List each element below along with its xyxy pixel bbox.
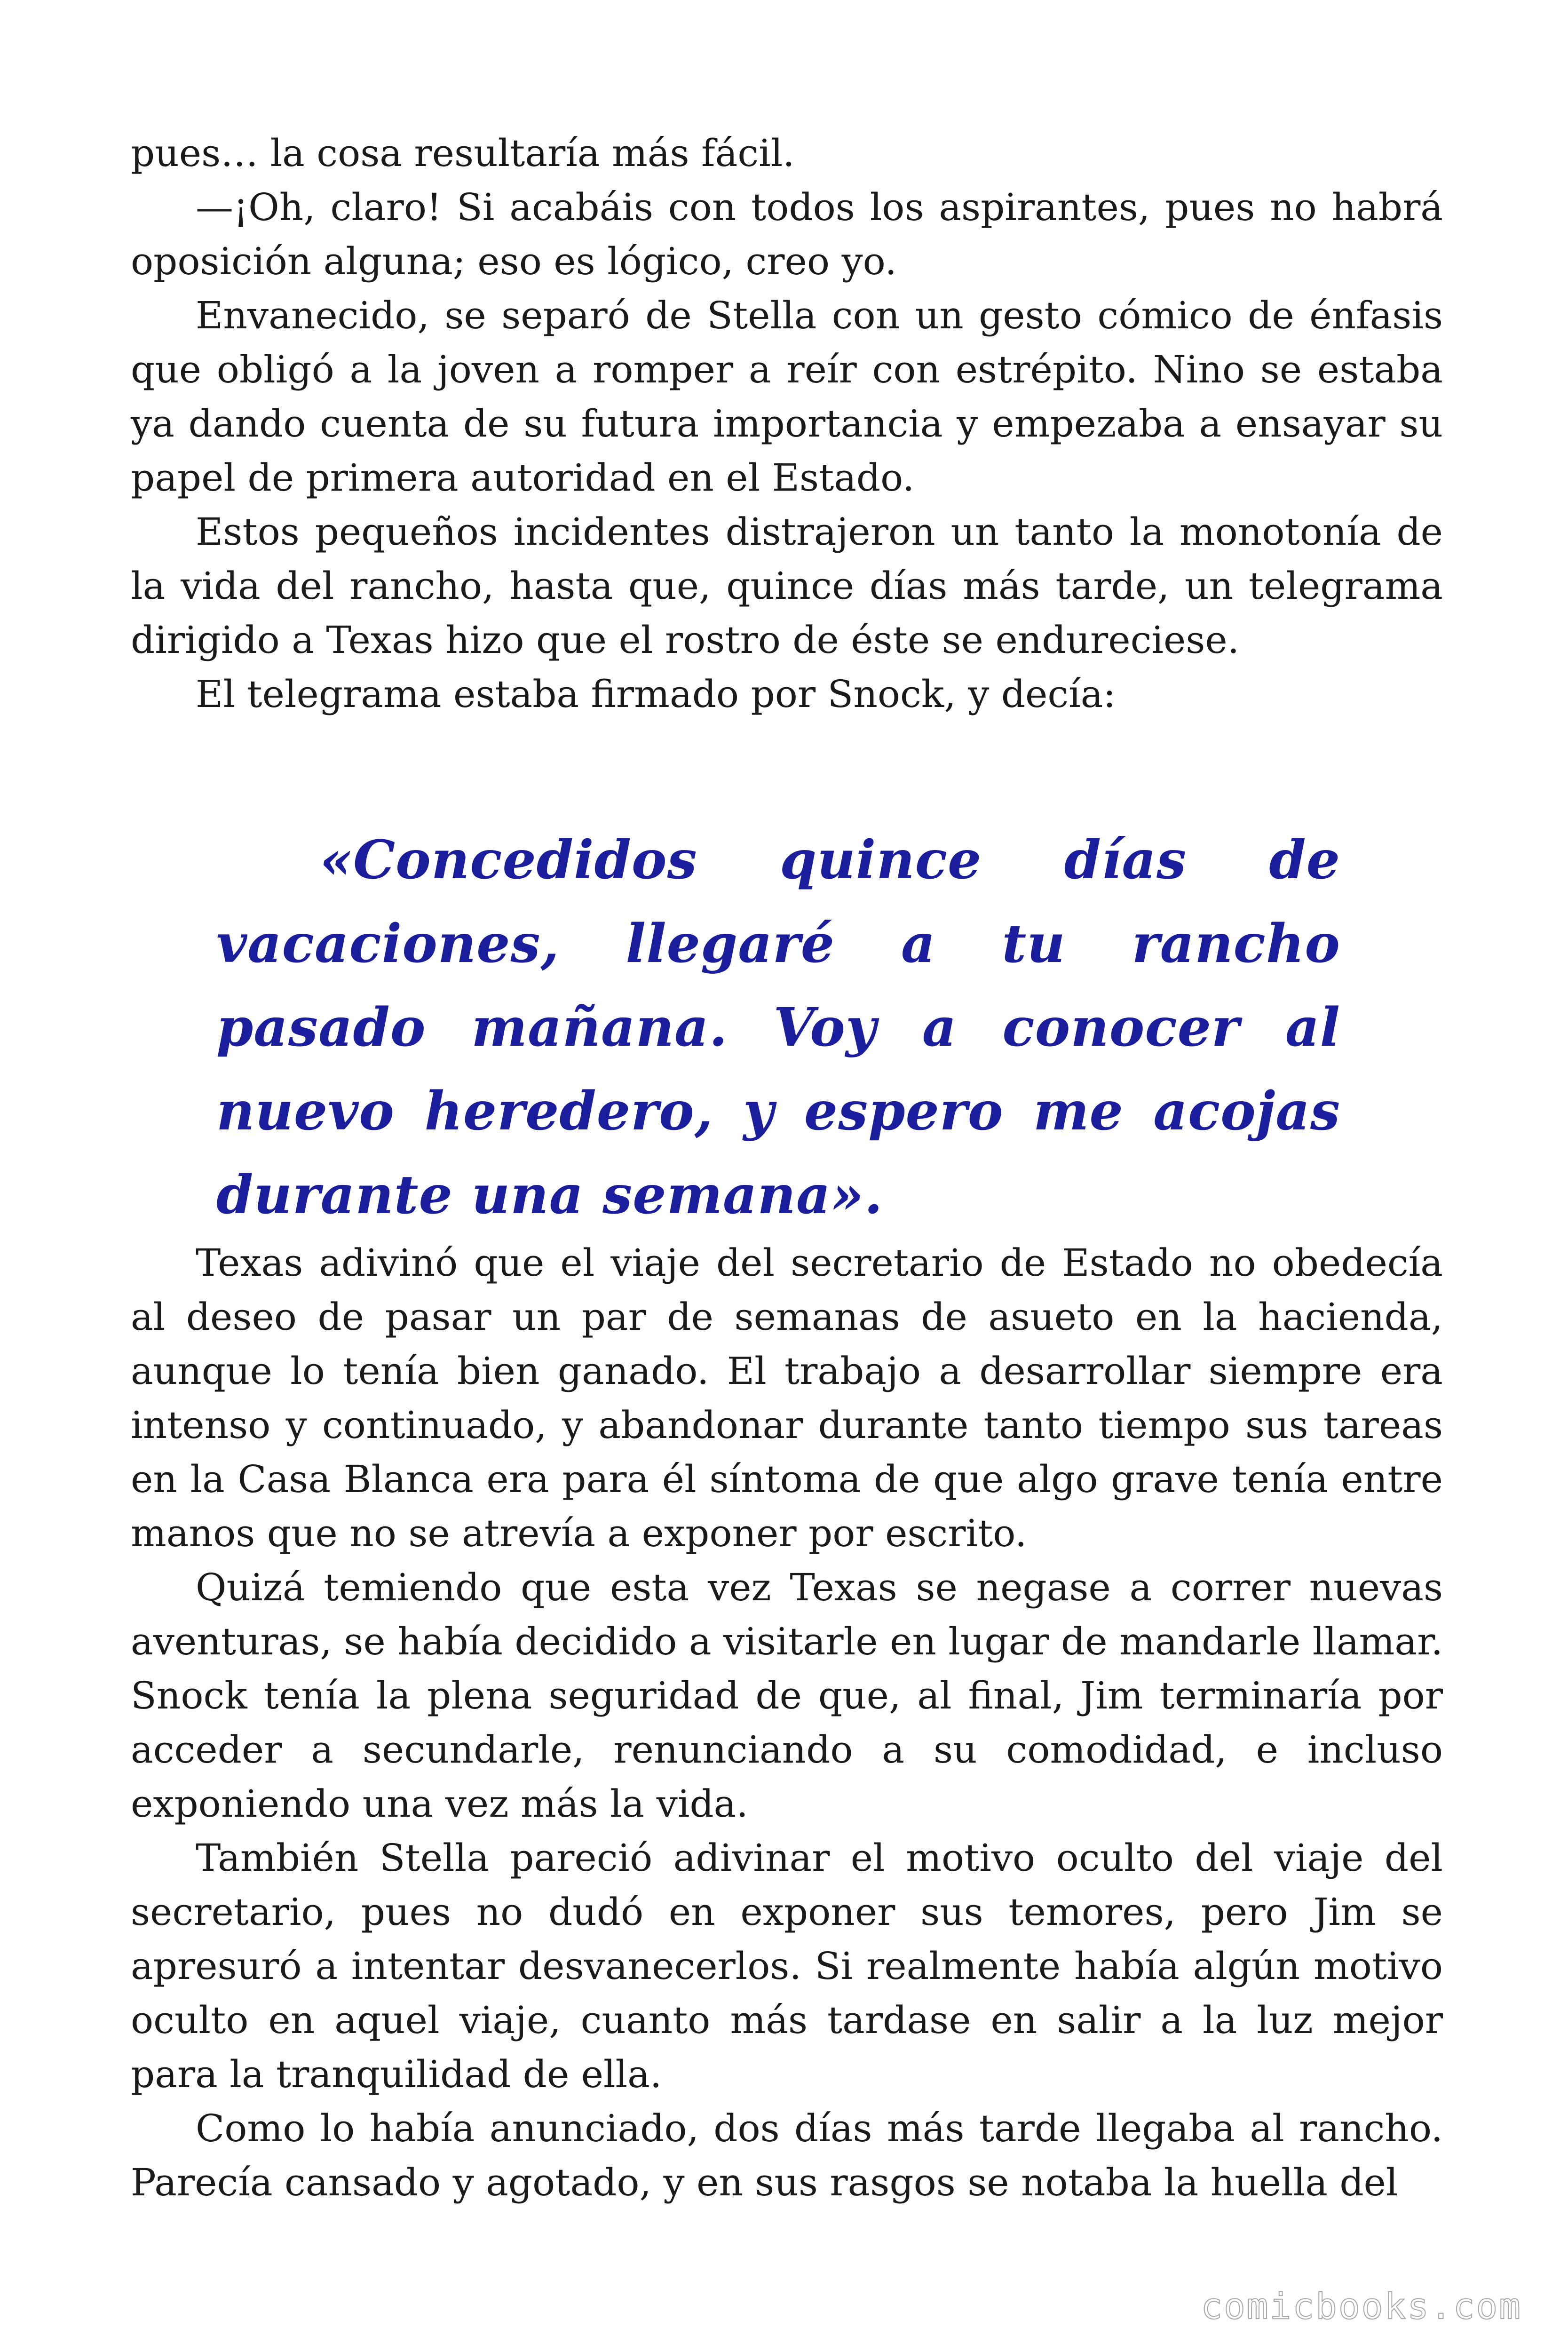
paragraph: Estos pequeños incidentes distrajeron un tanto la monotonía de la vida del rancho, hasta que, quince días más tarde, un telegrama dirigido a Texas hizo que el rostro de éste se endureciese. (131, 510, 1443, 662)
paragraph: Texas adivinó que el viaje del secretario de Estado no obedecía al deseo de pasar un par de semanas de asueto en la hacienda, aunque lo tenía bien ganado. El trabajo a desarrollar siempre era intenso y continuado, y abandonar durante tanto tiempo sus tareas en la Casa Blanca era para él síntoma de que algo grave tenía entre manos que no se atrevía a exponer por escrito. (131, 1241, 1443, 1555)
top-text-block (131, 126, 1443, 721)
paragraph: El telegrama estaba firmado por Snock, y decía: (196, 672, 1116, 716)
telegram-text: «Concedidos quince días de vacaciones, llegaré a tu rancho pasado mañana. Voy a conocer al nuevo heredero, y espero me acojas durante una semana». (216, 829, 1340, 1226)
paragraph: Quizá temiendo que esta vez Texas se negase a correr nuevas aventuras, se había decidido a visitarle en lugar de mandarle llamar. Snock tenía la plena seguridad de que, al final, Jim terminaría por acceder a secundarle, renunciando a su comodidad, e incluso exponiendo una vez más la vida. (131, 1565, 1443, 1826)
telegram-quote (216, 818, 1340, 1237)
paragraph-continuation: pues… la cosa resultaría más fácil. (131, 131, 795, 175)
paragraph: Envanecido, se separó de Stella con un gesto cómico de énfasis que obligó a la joven a romper a reír con estrépito. Nino se estaba ya dando cuenta de su futura importancia y empezaba a ensayar su papel de primera autoridad en el Estado. (131, 294, 1443, 500)
bottom-text-block (131, 1236, 1443, 2209)
paragraph: Como lo había anunciado, dos días más tarde llegaba al rancho. Parecía cansado y agotado, y en sus rasgos se notaba la huella del (131, 2106, 1443, 2204)
paragraph-dialogue: —¡Oh, claro! Si acabáis con todos los aspirantes, pues no habrá oposición alguna; eso es lógico, creo yo. (131, 185, 1443, 283)
site-watermark: comicbooks.com (1201, 2285, 1522, 2327)
paragraph: También Stella pareció adivinar el motivo oculto del viaje del secretario, pues no dudó en exponer sus temores, pero Jim se apresuró a intentar desvanecerlos. Si realmente había algún motivo oculto en aquel viaje, cuanto más tardase en salir a la luz mejor para la tranquilidad de ella. (131, 1836, 1443, 2096)
